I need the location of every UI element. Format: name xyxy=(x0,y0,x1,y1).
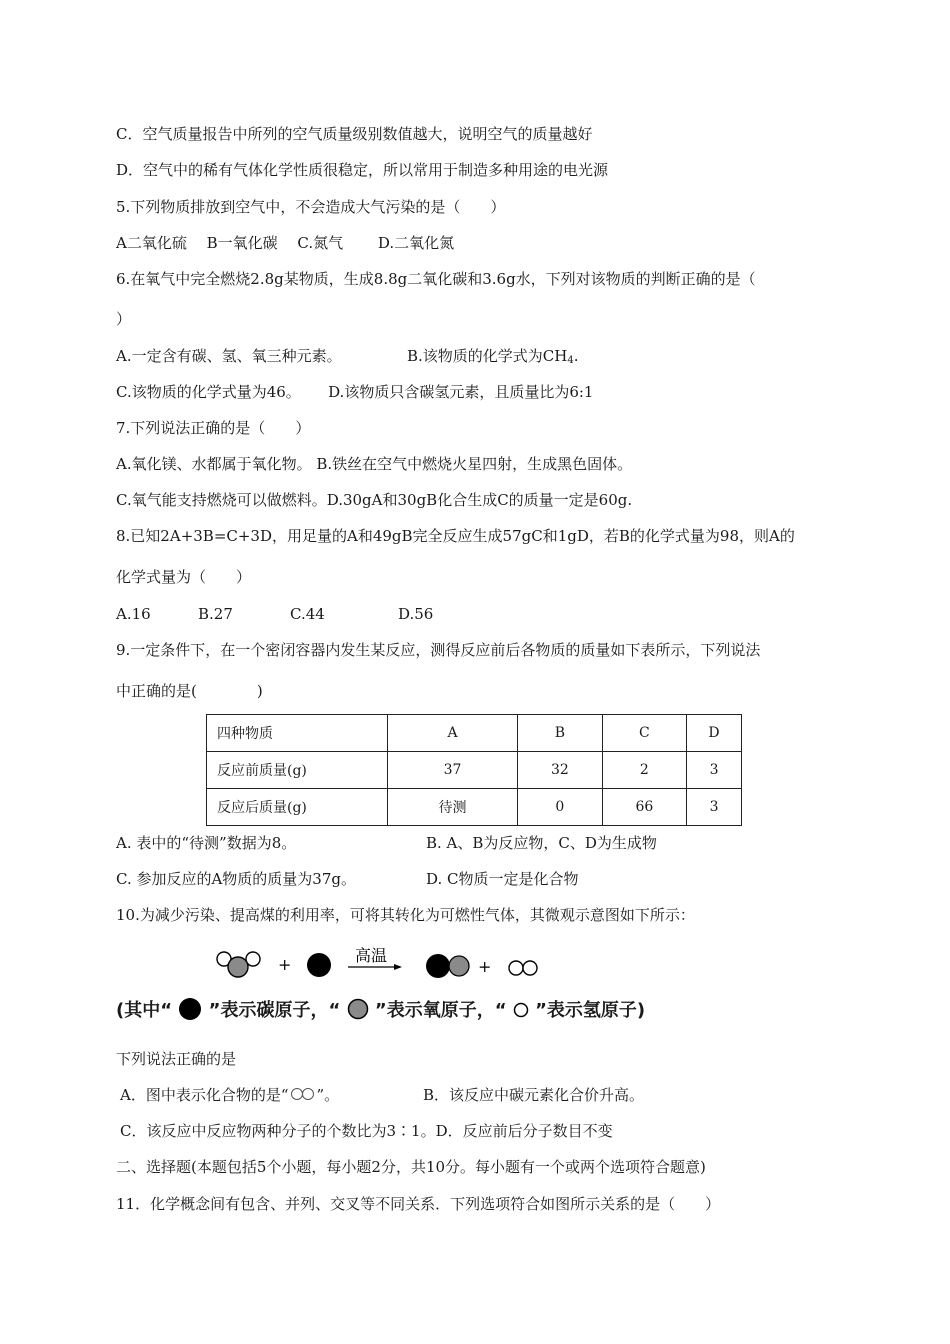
q9-options-ab xyxy=(116,833,657,853)
q7-options-ab: A.氧化镁、水都属于氧化物。 B.铁丝在空气中燃烧火星四射，生成黑色固体。 xyxy=(116,455,633,473)
q8-options xyxy=(116,604,433,624)
q10-options-cd: C．该反应中反应物两种分子的个数比为3∶1。D．反应前后分子数目不变 xyxy=(120,1122,613,1140)
table-header-row xyxy=(207,715,742,752)
q5-options: A二氧化硫 B一氧化碳 C.氮气 D.二氧化氮 xyxy=(116,234,455,252)
q10-option-a: A．图中表示化合物的是“ ”。 xyxy=(120,1086,340,1104)
q8-option-a: A.16 xyxy=(116,605,151,623)
table-cell: 66 xyxy=(602,789,686,826)
co-molecule-icon xyxy=(426,954,469,978)
q11-stem: 11．化学概念间有包含、并列、交叉等不同关系．下列选项符合如图所示关系的是（ ） xyxy=(116,1195,721,1213)
q6-options-cd: C.该物质的化学式量为46。 D.该物质只含碳氢元素，且质量比为6:1 xyxy=(116,383,594,401)
option-d-line: D．空气中的稀有气体化学性质很稳定，所以常用于制造多种用途的电光源 xyxy=(116,161,609,179)
carbon-atom-icon xyxy=(307,953,331,977)
table-cell: 37 xyxy=(388,752,518,789)
q9-option-a: A. 表中的“待测”数据为8。 xyxy=(116,834,297,852)
q7-stem: 7.下列说法正确的是（ ） xyxy=(116,419,311,437)
q7-options-cd: C.氧气能支持燃烧可以做燃料。D.30gA和30gB化合生成C的质量一定是60g. xyxy=(116,491,633,509)
q8-option-b: B.27 xyxy=(198,605,233,623)
hydrogen-atom-icon xyxy=(513,1002,529,1018)
q9-mass-table xyxy=(206,714,742,826)
q8-stem-1: 8.已知2A+3B=C+3D，用足量的A和49gB完全反应生成57gC和1gD，若B的化学式量为98，则A的 xyxy=(116,527,795,545)
q6-option-b: B.该物质的化学式为$CH_4$. xyxy=(407,347,579,366)
oxygen-atom-icon xyxy=(347,998,369,1020)
q6-option-a: A.一定含有碳、氢、氧三种元素。 xyxy=(116,347,342,365)
table-cell: B xyxy=(518,715,602,752)
table-cell: 3 xyxy=(687,752,742,789)
q8-option-c: C.44 xyxy=(290,605,325,623)
q10-question: 下列说法正确的是 xyxy=(116,1050,237,1068)
q6-stem: 6.在氧气中完全燃烧2.8g某物质，生成8.8g二氧化碳和3.6g水，下列对该物质的判断正确的是（ xyxy=(116,270,756,288)
q6-close: ） xyxy=(116,310,132,328)
q9-stem-2: 中正确的是( ) xyxy=(116,682,263,700)
q6-options-ab xyxy=(116,346,579,371)
q9-option-c: C. 参加反应的A物质的质量为37g。 xyxy=(116,870,357,888)
option-c-line: C．空气质量报告中所列的空气质量级别数值越大，说明空气的质量越好 xyxy=(116,125,593,143)
q9-options-cd xyxy=(116,869,579,889)
q8-option-d: D.56 xyxy=(398,605,434,623)
reaction-diagram xyxy=(210,942,550,992)
table-cell: 四种物质 xyxy=(207,715,388,752)
table-row xyxy=(207,789,742,826)
table-cell: 反应前质量(g) xyxy=(207,752,388,789)
q10-options-ab xyxy=(120,1085,644,1105)
water-molecule-icon xyxy=(217,952,260,977)
q10-option-b: B．该反应中碳元素化合价升高。 xyxy=(423,1086,645,1104)
table-cell: 0 xyxy=(518,789,602,826)
table-cell: D xyxy=(687,715,742,752)
table-cell: 2 xyxy=(602,752,686,789)
q9-option-d: D. C物质一定是化合物 xyxy=(426,870,579,888)
table-cell: 反应后质量(g) xyxy=(207,789,388,826)
q9-option-b: B. A、B为反应物，C、D为生成物 xyxy=(426,834,657,852)
carbon-atom-icon xyxy=(178,997,202,1021)
diagram-legend: (其中“ ”表示碳原子，“ ”表示氧原子，“ ”表示氢原子) xyxy=(116,996,645,1022)
reaction-condition: 高温 xyxy=(355,946,388,965)
table-cell: 32 xyxy=(518,752,602,789)
plus-sign: + xyxy=(278,955,292,974)
table-cell: 3 xyxy=(687,789,742,826)
hydrogen-molecule-icon xyxy=(289,1087,317,1101)
q10-stem: 10.为减少污染、提高煤的利用率，可将其转化为可燃性气体，其微观示意图如下所示： xyxy=(116,906,695,924)
table-cell: A xyxy=(388,715,518,752)
section-2-heading: 二、选择题(本题包括5个小题，每小题2分，共10分。每小题有一个或两个选项符合题意) xyxy=(116,1158,706,1176)
table-row xyxy=(207,752,742,789)
q8-stem-2: 化学式量为（ ） xyxy=(116,568,252,586)
table-cell: 待测 xyxy=(388,789,518,826)
hydrogen-molecule-icon xyxy=(509,961,537,975)
q9-stem-1: 9.一定条件下，在一个密闭容器内发生某反应，测得反应前后各物质的质量如下表所示，下列说法 xyxy=(116,641,761,659)
plus-sign: + xyxy=(478,957,492,976)
q5-stem: 5.下列物质排放到空气中，不会造成大气污染的是（ ） xyxy=(116,198,506,216)
table-cell: C xyxy=(602,715,686,752)
